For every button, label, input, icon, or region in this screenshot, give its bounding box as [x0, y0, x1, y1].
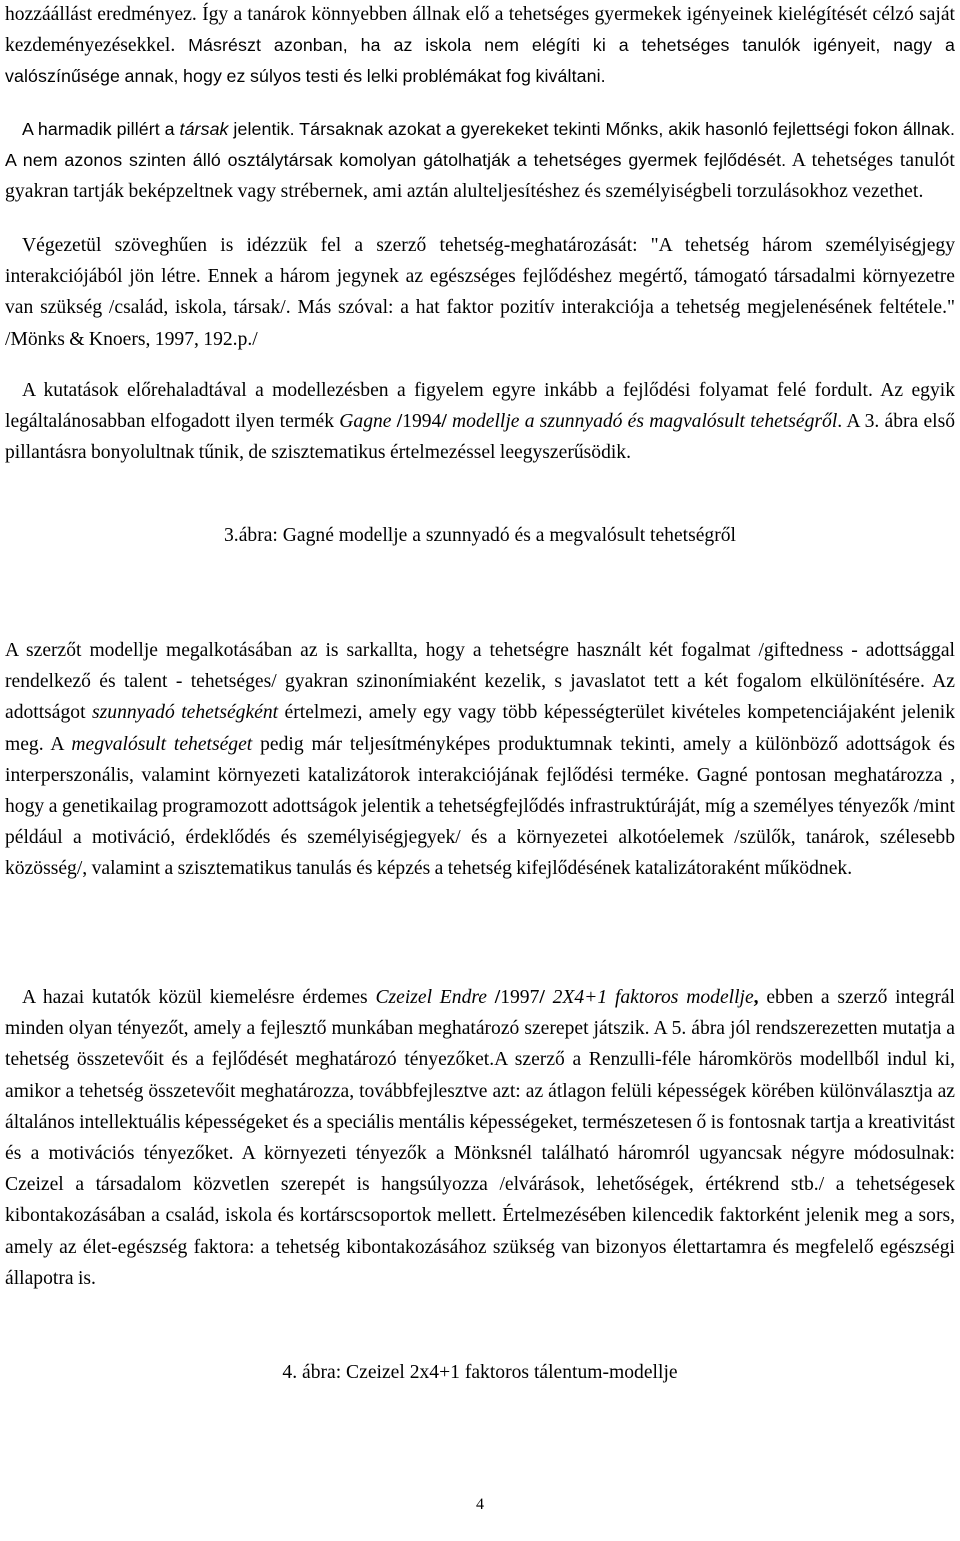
paragraph-4-italic-author: Gagne — [339, 411, 392, 433]
paragraph-3 — [5, 230, 955, 355]
paragraph-5-text-2: értelmezi, amely egy vagy több képességterület kivételes kompetenciájaként jelenik meg. A — [5, 702, 955, 755]
paragraph-4-bold-slash-2: / — [441, 411, 447, 433]
paragraph-4-year: 1994 — [402, 411, 442, 433]
paragraph-5-italic-2: megvalósult tehetséget — [71, 733, 253, 755]
paragraph-5-italic-1: szunnyadó tehetségként — [92, 702, 279, 724]
paragraph-1-text-2: Másrészt azonban, ha az iskola nem elégíti ki a tehetséges tanulók igényeit, nagy a valószínűsége annak, hogy ez súlyos testi és lelki problémákat fog kiváltani. — [5, 35, 955, 87]
paragraph-2-italic-1: társak — [179, 119, 229, 139]
paragraph-2-text-2: jelentik. Társaknak azokat a gyerekeket tekinti Mőnks, akik hasonló fejlettségi fokon állnak. A nem azonos szinten álló osztálytársak komolyan gátolhatják a tehetséges gyermek fejlődését. — [5, 119, 955, 171]
paragraph-3-text-2: Ennek a három jegynek az egészséges fejlődéshez megértő, támogató társadalmi környezetre van szükség /család, iskola, társak/. Más szóval: a hat faktor pozitív interakciója a tehetség megjelenésének feltétele." /Mönks & Knoers, 1997, 192.p./ — [5, 266, 955, 350]
paragraph-6-bold-comma: , — [753, 987, 759, 1008]
paragraph-3-text-1: Végezetül szöveghűen is idézzük fel a szerző tehetség-meghatározását: "A tehetség három személyiségjegy interakciójából jön létre. — [5, 235, 955, 288]
paragraph-6-italic-author: Czeizel Endre — [375, 987, 487, 1008]
paragraph-5-text-3: pedig már teljesítményképes produktumnak tekinti, amely a különböző adottságok és interperszonális, valamint környezeti katalizátorok interakciójának fejlődési terméke. Gagné pontosan meghatározza , hogy a genetikailag programozott adottságok jelentik a tehetségfejlődés infrastruktúráját, míg a személyes tényezők /mint például a motiváció, érdeklődés és személyiségjegyek/ és a környezetei alkotóelemek /szülők, tanárok, szélesebb közösség/, valamint a szisztematikus tanulás és képzés a tehetség kifejlődésének katalizátoraként működnek. — [5, 733, 955, 880]
paragraph-5 — [5, 635, 955, 885]
paragraph-2 — [5, 114, 955, 208]
paragraph-6-year: 1997 — [500, 987, 540, 1008]
paragraph-6-italic-title: 2X4+1 faktoros modellje — [544, 987, 754, 1008]
page-number: 4 — [476, 1496, 484, 1513]
paragraph-4-bold-slash-1: / — [391, 411, 403, 433]
paragraph-6-text-3: ebben a szerző integrál minden olyan tényezőt, amely a fejlesztő munkában meghatározó szerepet játszik. A 5. ábra jól rendszerezetten mutatja a tehetség összetevőit és a fejlődését meghatározó tényezőket.A szerző a Renzulli-féle háromkörös modellből indul ki, amikor a tehetség összetevőit meghatározza, továbbfejlesztve azt: az átlagon felüli képességek körében különválasztja az általános intellektuális képességeket és a speciális mentális képességeket, természetesen ő is fontosnak tartja a kreativitást és a motivációs tényezőket. A környezeti tényezők a Mönksnél található háromról ugyancsak négyre módosulnak: Czeizel a társadalom közvetlen szerepét is hangsúlyozza /elvárások, lehetőségek, értékrend stb./ a tehetségesek kibontakozásában a család, iskola és kortárscsoportok mellett. Értelmezésében kilencedik faktorként jelenik meg a sors, amely az élet-egészség faktora: a tehetség kibontakozásához szükség van bizonyos élettartamra és megfelelő egészségi állapotra is. — [5, 987, 955, 1289]
paragraph-1 — [5, 0, 955, 93]
paragraph-4-text-3: . A 3. ábra első pillantásra bonyolultnak tűnik, de szisztematikus értelmezéssel leegyszerűsödik. — [5, 411, 956, 464]
paragraph-4 — [5, 375, 955, 469]
paragraph-6 — [5, 982, 955, 1294]
paragraph-6-bold-slash-2: / — [539, 987, 545, 1008]
paragraph-5-text-1: A szerzőt modellje megalkotásában az is sarkallta, hogy a tehetségre használt két fogalmat /giftedness - adottsággal rendelkező és talent - tehetséges/ gyakran szinonímiaként kezelik, s javaslatot tett a két fogalom elkülönítésére. Az adottságot — [5, 640, 955, 724]
paragraph-2-text-1: A harmadik pillért a — [22, 119, 180, 139]
paragraph-2-text-3: A tehetséges tanulót gyakran tartják beképzeltnek vagy strébernek, ami aztán alulteljesítéshez és személyiségbeli torzulásokhoz vezethet. — [5, 150, 955, 203]
paragraph-4-italic-title: modellje a szunnyadó és magvalósult tehetségről — [446, 411, 838, 433]
figure-3-caption: 3.ábra: Gagné modellje a szunnyadó és a megvalósult tehetségről — [224, 525, 736, 546]
paragraph-6-text-1: A hazai kutatók közül kiemelésre érdemes — [22, 987, 376, 1008]
paragraph-4-text-1: A kutatások előrehaladtával a modellezésben a figyelem egyre inkább a fejlődési folyamat felé fordult. Az egyik legáltalánosabban elfogadott ilyen termék — [5, 380, 955, 433]
figure-4-caption: 4. ábra: Czeizel 2x4+1 faktoros tálentum-modellje — [282, 1362, 678, 1383]
paragraph-6-bold-slash-1: / — [486, 987, 501, 1008]
paragraph-1-text-1: hozzáállást eredményez. Így a tanárok könnyebben állnak elő a tehetséges gyermekek igényeinek kielégítését célzó saját kezdeményezésekkel. — [5, 4, 955, 57]
